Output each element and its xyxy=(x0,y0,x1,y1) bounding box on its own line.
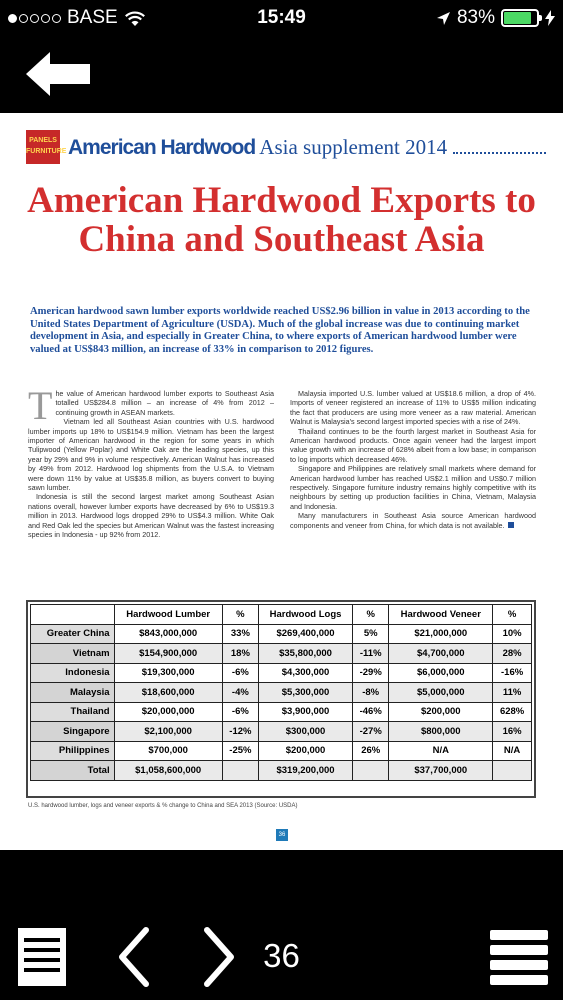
left-paragraph-2: Vietnam led all Southeast Asian countries with U.S. hardwood lumber imports up 18% to US$154.9 million. Vietnam has been the largest importer of American hardwood in the region for some years in which Tulipwood (Yellow Poplar) and White Oak are the leading species, up this year by 29% and 9% in volume respectively. American Walnut has increased by 49% from 2012. Hardwood log shipments from the U.S.A. to Vietnam were down 11% by value at US$35.8 million, as buyers convert to buying sawn lumber. xyxy=(28,417,274,493)
table-cell: 26% xyxy=(353,741,389,761)
right-paragraph-4: Many manufacturers in Southeast Asia source American hardwood components and veneer from China, for which data is not available. xyxy=(290,511,536,530)
article-column-left xyxy=(28,383,274,540)
table-cell: 33% xyxy=(222,624,258,644)
table-cell: 11% xyxy=(493,683,532,703)
supplement-title xyxy=(68,135,447,160)
table-header-cell: Hardwood Logs xyxy=(259,605,353,625)
table-row-label: Singapore xyxy=(31,722,115,742)
table-cell: $5,000,000 xyxy=(389,683,493,703)
header-divider xyxy=(453,140,546,154)
table-header-cell: % xyxy=(222,605,258,625)
table-cell: -29% xyxy=(353,663,389,683)
supplement-title-rest: Asia supplement 2014 xyxy=(255,134,448,159)
table-cell: -16% xyxy=(493,663,532,683)
table-cell: 16% xyxy=(493,722,532,742)
next-page-button[interactable] xyxy=(199,926,239,988)
page-number-badge: 36 xyxy=(276,829,288,841)
table-row xyxy=(31,624,532,644)
charging-bolt-icon xyxy=(545,10,555,26)
table-cell: $4,300,000 xyxy=(259,663,353,683)
right-paragraph-1: Malaysia imported U.S. lumber valued at US$18.6 million, a drop of 4%. Imports of veneer registered an increase of 11% to US$5 million indicating the fact that producers are using more veneer as a raw material. American Walnut is Malaysia's second largest imported species with a rise of 24%. xyxy=(290,389,536,427)
table-cell: -27% xyxy=(353,722,389,742)
table-row-label: Total xyxy=(31,761,115,781)
table-cell: -25% xyxy=(222,741,258,761)
table-cell: 18% xyxy=(222,644,258,664)
table-cell: $300,000 xyxy=(259,722,353,742)
table-row-label: Vietnam xyxy=(31,644,115,664)
table-cell xyxy=(353,761,389,781)
table-cell: 628% xyxy=(493,702,532,722)
table-cell xyxy=(493,761,532,781)
table-row-label: Malaysia xyxy=(31,683,115,703)
supplement-title-bold: American Hardwood xyxy=(68,135,256,159)
chevron-left-icon xyxy=(114,926,154,988)
table-header-cell: % xyxy=(353,605,389,625)
menu-list-icon xyxy=(488,928,550,986)
top-toolbar xyxy=(0,36,563,113)
table-cell: $154,900,000 xyxy=(114,644,222,664)
current-page-number: 36 xyxy=(263,937,300,974)
table-cell: 28% xyxy=(493,644,532,664)
page-header xyxy=(26,127,546,167)
table-cell: -46% xyxy=(353,702,389,722)
drop-cap: T xyxy=(28,383,53,428)
table-cell: N/A xyxy=(493,741,532,761)
back-button[interactable] xyxy=(24,50,94,98)
table-cell: $269,400,000 xyxy=(259,624,353,644)
table-cell xyxy=(222,761,258,781)
table-cell: $200,000 xyxy=(259,741,353,761)
right-paragraph-3: Singapore and Philippines are relatively small markets where demand for American hardwood lumber has reached US$2.1 million and US$0.7 million respectively. Singapore furniture industry remains highly competitive with its neighbours by setting up production facilities in China, Vietnam, Malaysia and Indonesia. xyxy=(290,464,536,511)
article-headline: American Hardwood Exports to China and Southeast Asia xyxy=(27,180,536,260)
back-arrow-icon xyxy=(24,50,94,98)
table-cell: $5,300,000 xyxy=(259,683,353,703)
table-cell: $35,800,000 xyxy=(259,644,353,664)
table-cell: $20,000,000 xyxy=(114,702,222,722)
table-cell: $21,000,000 xyxy=(389,624,493,644)
table-cell: $37,700,000 xyxy=(389,761,493,781)
table-header-cell: Hardwood Veneer xyxy=(389,605,493,625)
bottom-toolbar xyxy=(0,912,563,1000)
table-cell: -12% xyxy=(222,722,258,742)
exports-table xyxy=(30,604,532,781)
table-cell: $18,600,000 xyxy=(114,683,222,703)
table-cell: $4,700,000 xyxy=(389,644,493,664)
exports-table-frame xyxy=(26,600,536,798)
end-mark xyxy=(508,522,514,528)
table-cell: $6,000,000 xyxy=(389,663,493,683)
contents-button[interactable] xyxy=(14,926,70,988)
table-row-label: Greater China xyxy=(31,624,115,644)
table-cell: $319,200,000 xyxy=(259,761,353,781)
table-row xyxy=(31,741,532,761)
table-header-cell: Hardwood Lumber xyxy=(114,605,222,625)
battery-level-fill xyxy=(504,12,531,24)
table-cell: -11% xyxy=(353,644,389,664)
left-paragraph-1: he value of American hardwood lumber exports to Southeast Asia totalled US$284.8 million – an increase of 4% from 2012 – continuing growth in ASEAN markets. xyxy=(55,389,274,417)
status-bar xyxy=(0,0,563,36)
previous-page-button[interactable] xyxy=(114,926,154,988)
magazine-logo: PANELS FURNITURE xyxy=(26,130,60,164)
status-time: 15:49 xyxy=(257,7,306,28)
table-cell: -4% xyxy=(222,683,258,703)
table-cell: -6% xyxy=(222,702,258,722)
table-row-label: Philippines xyxy=(31,741,115,761)
carrier-label: BASE xyxy=(67,7,118,28)
battery-icon xyxy=(501,9,539,27)
table-cell: 5% xyxy=(353,624,389,644)
page-bottom-gap xyxy=(0,850,563,912)
right-paragraph-2: Thailand continues to be the fourth largest market in Southeast Asia for American hardwood products. Once again veneer had the largest import value growth with an increase of 628% albeit from a low base; in comparison to log imports which decreased 46%. xyxy=(290,426,536,464)
table-cell: $2,100,000 xyxy=(114,722,222,742)
battery-percent: 83% xyxy=(456,7,495,28)
table-row xyxy=(31,644,532,664)
table-row-label: Thailand xyxy=(31,702,115,722)
table-cell: N/A xyxy=(389,741,493,761)
table-cell: $19,300,000 xyxy=(114,663,222,683)
table-cell: $800,000 xyxy=(389,722,493,742)
table-cell: $843,000,000 xyxy=(114,624,222,644)
table-row xyxy=(31,663,532,683)
table-cell: $700,000 xyxy=(114,741,222,761)
table-caption: U.S. hardwood lumber, logs and veneer exports & % change to China and SEA 2013 (Source: USDA) xyxy=(28,803,298,809)
table-cell: 10% xyxy=(493,624,532,644)
table-header-row xyxy=(31,605,532,625)
article-column-right xyxy=(290,389,536,530)
table-row xyxy=(31,722,532,742)
chevron-right-icon xyxy=(199,926,239,988)
status-right xyxy=(436,7,555,29)
left-paragraph-3: Indonesia is still the second largest market among Southeast Asian nations overall, however lumber exports have decreased by 6% to US$19.3 million in 2013. Hardwood logs dropped 29% to US$4.3 million. White Oak and Red Oak led the species but American Walnut was the fastest increasing species in Indonesia - up 92% from 2012. xyxy=(28,492,274,540)
menu-button[interactable] xyxy=(488,928,550,986)
page-list-icon xyxy=(14,926,70,988)
table-cell: $3,900,000 xyxy=(259,702,353,722)
table-cell: $200,000 xyxy=(389,702,493,722)
table-body xyxy=(31,624,532,780)
table-header-cell: % xyxy=(493,605,532,625)
table-cell: $1,058,600,000 xyxy=(114,761,222,781)
table-row-label: Indonesia xyxy=(31,663,115,683)
table-header-cell xyxy=(31,605,115,625)
table-row xyxy=(31,702,532,722)
table-cell: -8% xyxy=(353,683,389,703)
magazine-page[interactable] xyxy=(0,113,563,850)
article-intro: American hardwood sawn lumber exports worldwide reached US$2.96 billion in value in 2013 according to the United States Department of Agriculture (USDA). Much of the global increase was due to continuing market development in Asia, and especially in Greater China, to where exports of American hardwood lumber were valued at US$843 million, an increase of 33% in comparison to 2012 figures. xyxy=(30,306,530,355)
location-arrow-icon xyxy=(436,11,451,26)
table-row xyxy=(31,761,532,781)
table-cell: -6% xyxy=(222,663,258,683)
table-row xyxy=(31,683,532,703)
